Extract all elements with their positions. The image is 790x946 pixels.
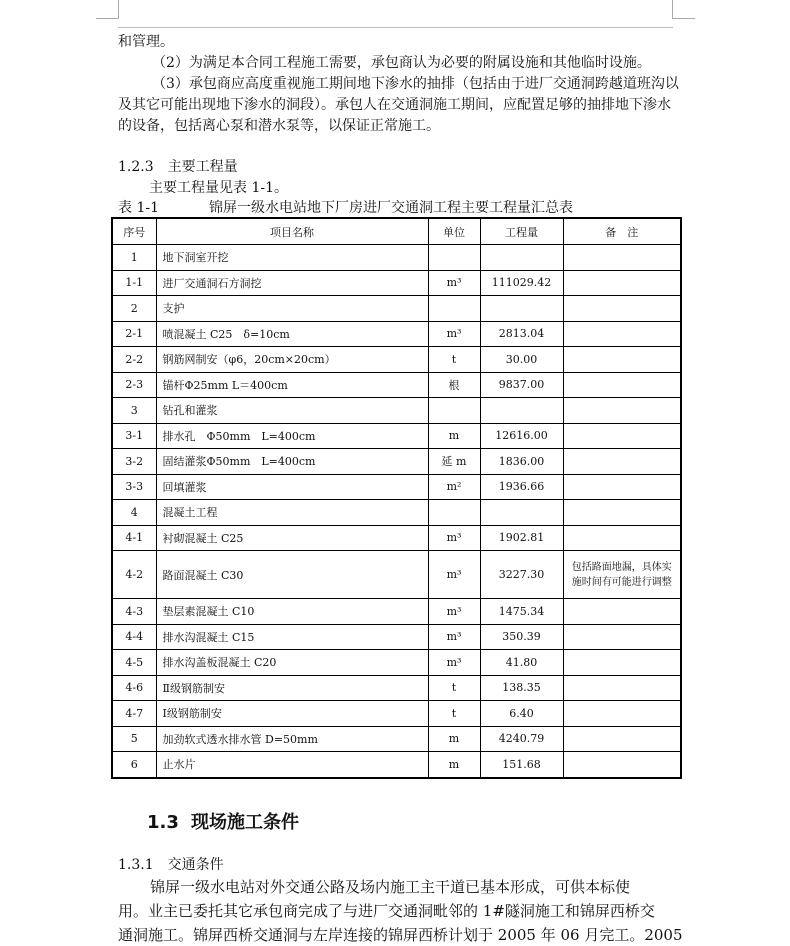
cell-unit: m³ — [428, 624, 480, 650]
cell-quantity: 138.35 — [480, 675, 563, 701]
table-row — [112, 525, 681, 551]
cell-quantity: 41.80 — [480, 650, 563, 676]
cell-unit — [428, 500, 480, 526]
cell-unit: t — [428, 701, 480, 727]
table-row — [112, 423, 681, 449]
page-corner-mark-right — [672, 0, 695, 19]
paragraph-line: 锦屏一级水电站对外交通公路及场内施工主干道已基本形成，可供本标使 — [150, 878, 631, 896]
table-title: 锦屏一级水电站地下厂房进厂交通洞工程主要工程量汇总表 — [209, 200, 573, 216]
cell-remark — [563, 245, 681, 271]
table-row — [112, 296, 681, 322]
cell-remark — [563, 624, 681, 650]
cell-item-name: 支护 — [156, 296, 428, 322]
cell-remark — [563, 270, 681, 296]
table-row — [112, 701, 681, 727]
cell-no: 4-6 — [112, 675, 156, 701]
cell-unit: m³ — [428, 599, 480, 625]
cell-quantity: 4240.79 — [480, 726, 563, 752]
cell-quantity: 2813.04 — [480, 321, 563, 347]
cell-remark — [563, 701, 681, 727]
cell-item-name: 排水孔 Φ50mm L=400cm — [156, 423, 428, 449]
cell-quantity — [480, 296, 563, 322]
cell-remark — [563, 599, 681, 625]
cell-item-name: 止水片 — [156, 752, 428, 778]
table-row — [112, 752, 681, 778]
cell-remark — [563, 449, 681, 475]
cell-item-name: 进厂交通洞石方洞挖 — [156, 270, 428, 296]
table-header-row — [112, 218, 681, 245]
cell-unit: m³ — [428, 551, 480, 599]
paragraph-line: 及其它可能出现地下渗水的洞段）。承包人在交通洞施工期间，应配置足够的抽排地下渗水 — [118, 97, 671, 113]
section-title: 交通条件 — [167, 857, 224, 873]
cell-item-name: Ⅱ级钢筋制安 — [156, 675, 428, 701]
cell-no: 4-4 — [112, 624, 156, 650]
section-number: 1.3.1 — [118, 857, 154, 873]
cell-quantity — [480, 398, 563, 424]
cell-item-name: 混凝土工程 — [156, 500, 428, 526]
cell-no: 4-7 — [112, 701, 156, 727]
cell-remark — [563, 650, 681, 676]
cell-unit: m — [428, 726, 480, 752]
cell-unit: m — [428, 752, 480, 778]
cell-unit: m³ — [428, 321, 480, 347]
cell-quantity: 1902.81 — [480, 525, 563, 551]
section-heading-1-3-1 — [118, 855, 224, 875]
table-row — [112, 347, 681, 373]
cell-unit — [428, 245, 480, 271]
header-remark: 备 注 — [563, 218, 681, 245]
paragraph-line: （2）为满足本合同工程施工需要，承包商认为必要的附属设施和其他临时设施。 — [152, 55, 651, 71]
cell-remark — [563, 347, 681, 373]
section-number: 1.2.3 — [118, 159, 154, 175]
cell-no: 4-2 — [112, 551, 156, 599]
cell-unit — [428, 296, 480, 322]
cell-remark — [563, 500, 681, 526]
cell-remark — [563, 675, 681, 701]
paragraph-line: 用。业主已委托其它承包商完成了与进厂交通洞毗邻的 1#隧洞施工和锦屏西桥交 — [118, 902, 655, 920]
section-title: 主要工程量 — [167, 159, 238, 175]
table-row — [112, 372, 681, 398]
cell-item-name: 路面混凝土 C30 — [156, 551, 428, 599]
cell-quantity: 1936.66 — [480, 474, 563, 500]
cell-no: 4 — [112, 500, 156, 526]
table-row — [112, 500, 681, 526]
table-row — [112, 245, 681, 271]
cell-no: 4-3 — [112, 599, 156, 625]
cell-no: 4-5 — [112, 650, 156, 676]
cell-item-name: 排水沟盖板混凝土 C20 — [156, 650, 428, 676]
table-row — [112, 650, 681, 676]
cell-remark — [563, 525, 681, 551]
header-unit: 单位 — [428, 218, 480, 245]
cell-unit: m³ — [428, 650, 480, 676]
paragraph-line: 的设备，包括离心泵和潜水泵等，以保证正常施工。 — [118, 118, 440, 134]
cell-remark — [563, 423, 681, 449]
cell-quantity: 30.00 — [480, 347, 563, 373]
cell-no: 2-2 — [112, 347, 156, 373]
cell-quantity: 9837.00 — [480, 372, 563, 398]
cell-item-name: 喷混凝土 C25 δ=10cm — [156, 321, 428, 347]
cell-quantity: 1836.00 — [480, 449, 563, 475]
section-number: 1.3 — [147, 812, 179, 833]
cell-no: 5 — [112, 726, 156, 752]
cell-item-name: 垫层素混凝土 C10 — [156, 599, 428, 625]
cell-item-name: 锚杆Φ25mm L＝400cm — [156, 372, 428, 398]
table-row — [112, 599, 681, 625]
cell-item-name: 固结灌浆Φ50mm L=400cm — [156, 449, 428, 475]
cell-unit: m² — [428, 474, 480, 500]
cell-remark — [563, 372, 681, 398]
cell-unit: t — [428, 675, 480, 701]
cell-no: 2-1 — [112, 321, 156, 347]
cell-no: 3-1 — [112, 423, 156, 449]
cell-quantity: 350.39 — [480, 624, 563, 650]
cell-no: 6 — [112, 752, 156, 778]
cell-no: 2 — [112, 296, 156, 322]
table-row — [112, 624, 681, 650]
cell-quantity — [480, 245, 563, 271]
table-row — [112, 398, 681, 424]
cell-quantity: 6.40 — [480, 701, 563, 727]
cell-remark — [563, 321, 681, 347]
cell-item-name: 衬砌混凝土 C25 — [156, 525, 428, 551]
cell-remark: 包括路面地漏，具体实施时间有可能进行调整 — [563, 551, 681, 599]
cell-remark — [563, 752, 681, 778]
header-no: 序号 — [112, 218, 156, 245]
cell-remark — [563, 398, 681, 424]
cell-quantity: 3227.30 — [480, 551, 563, 599]
table-row — [112, 675, 681, 701]
section-heading-1-3 — [147, 808, 299, 834]
header-rule — [118, 27, 673, 28]
cell-quantity — [480, 500, 563, 526]
cell-unit: m³ — [428, 525, 480, 551]
cell-item-name: 加劲软式透水排水管 D=50mm — [156, 726, 428, 752]
quantities-table — [111, 217, 682, 779]
cell-item-name: 钢筋网制安（φ6，20cm×20cm） — [156, 347, 428, 373]
section-heading-1-2-3 — [118, 157, 238, 177]
header-item-name: 项目名称 — [156, 218, 428, 245]
cell-item-name: 排水沟混凝土 C15 — [156, 624, 428, 650]
cell-no: 3-2 — [112, 449, 156, 475]
cell-no: 3 — [112, 398, 156, 424]
table-row — [112, 726, 681, 752]
paragraph-line: （3）承包商应高度重视施工期间地下渗水的抽排（包括由于进厂交通洞跨越道班沟以 — [152, 76, 679, 92]
cell-unit — [428, 398, 480, 424]
header-quantity: 工程量 — [480, 218, 563, 245]
section-title: 现场施工条件 — [191, 812, 299, 833]
cell-no: 2-3 — [112, 372, 156, 398]
cell-no: 3-3 — [112, 474, 156, 500]
cell-quantity: 1475.34 — [480, 599, 563, 625]
cell-no: 4-1 — [112, 525, 156, 551]
cell-no: 1-1 — [112, 270, 156, 296]
cell-unit: m — [428, 423, 480, 449]
section-intro: 主要工程量见表 1-1。 — [149, 180, 288, 196]
cell-unit: t — [428, 347, 480, 373]
cell-quantity: 151.68 — [480, 752, 563, 778]
cell-unit: m³ — [428, 270, 480, 296]
table-row — [112, 270, 681, 296]
cell-item-name: 钻孔和灌浆 — [156, 398, 428, 424]
table-row — [112, 449, 681, 475]
cell-no: 1 — [112, 245, 156, 271]
paragraph-line: 通洞施工。锦屏西桥交通洞与左岸连接的锦屏西桥计划于 2005 年 06 月完工。2005 — [118, 926, 683, 944]
cell-unit: 延 m — [428, 449, 480, 475]
cell-item-name: Ⅰ级钢筋制安 — [156, 701, 428, 727]
cell-unit: 根 — [428, 372, 480, 398]
cell-quantity: 12616.00 — [480, 423, 563, 449]
table-row — [112, 321, 681, 347]
cell-remark — [563, 726, 681, 752]
cell-item-name: 回填灌浆 — [156, 474, 428, 500]
cell-item-name: 地下洞室开挖 — [156, 245, 428, 271]
table-row — [112, 551, 681, 599]
cell-remark — [563, 474, 681, 500]
cell-quantity: 111029.42 — [480, 270, 563, 296]
page-corner-mark-left — [96, 0, 119, 19]
paragraph-line: 和管理。 — [118, 34, 174, 50]
cell-remark — [563, 296, 681, 322]
table-number: 表 1-1 — [118, 200, 159, 216]
table-row — [112, 474, 681, 500]
